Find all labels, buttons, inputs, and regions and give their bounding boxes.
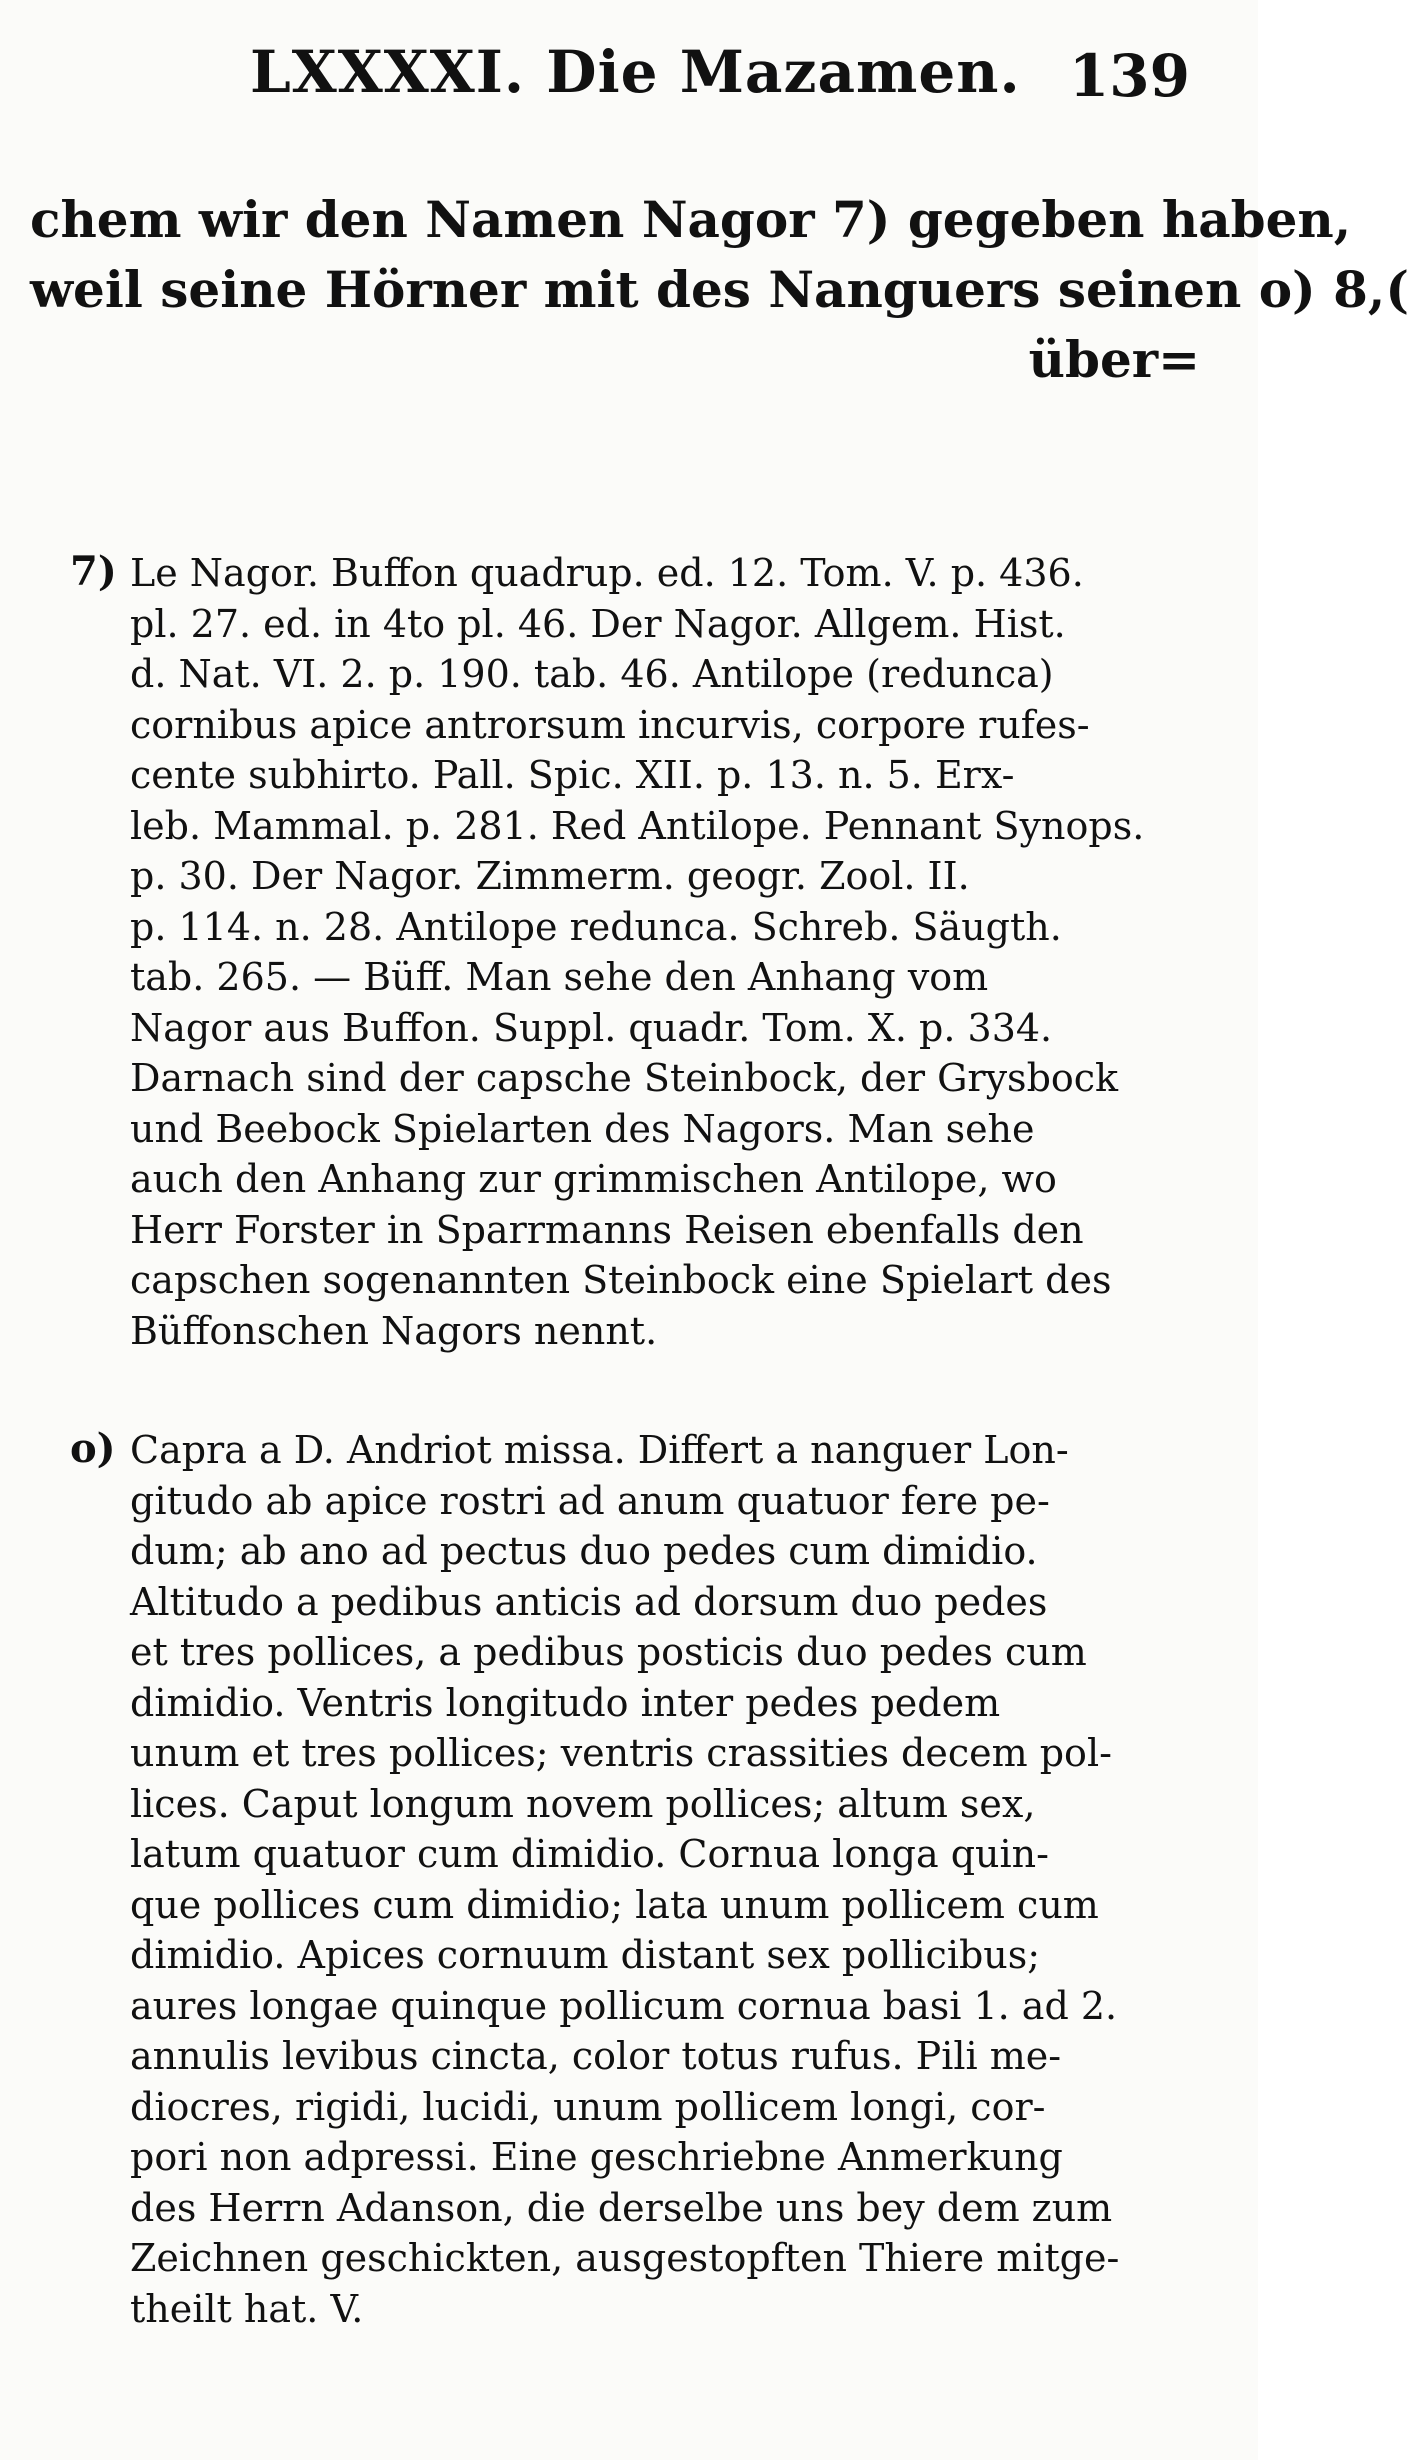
running-header [250, 38, 1210, 128]
main-text [30, 185, 1409, 395]
footnote-line: aures longae quinque pollicum cornua basi 1. ad 2. [130, 1983, 1118, 2028]
footnote-line: gitudo ab apice rostri ad anum quatuor fere pe- [130, 1478, 1050, 1523]
text-line: chem wir den Namen Nagor 7) gegeben haben, [30, 190, 1352, 249]
footnote-line: leb. Mammal. p. 281. Red Antilope. Pennant Synops. [130, 803, 1145, 848]
footnote-line: cente subhirto. Pall. Spic. XII. p. 13. n. 5. Erx- [130, 753, 1015, 797]
footnote-line: Capra a D. Andriot missa. Differt a nanguer Lon- [130, 1428, 1069, 1472]
running-title: LXXXXI. Die Mazamen. [250, 38, 1021, 106]
footnote-line: Altitudo a pedibus anticis ad dorsum duo pedes [130, 1579, 1048, 1624]
footnote-line: dimidio. Ventris longitudo inter pedes pedem [130, 1680, 1001, 1725]
footnote-line: Le Nagor. Buffon quadrup. ed. 12. Tom. V. p. 436. [130, 551, 1084, 595]
footnote-line: auch den Anhang zur grimmischen Antilope, wo [130, 1157, 1057, 1201]
page-number: 139 [1068, 42, 1190, 110]
footnote-line: p. 114. n. 28. Antilope redunca. Schreb. Säugth. [130, 904, 1062, 949]
footnote-line: lices. Caput longum novem pollices; altum sex, [130, 1781, 1036, 1826]
footnote-line: cornibus apice antrorsum incurvis, corpore rufes- [130, 702, 1090, 747]
catchword: über= [1028, 330, 1200, 389]
footnote-line: Nagor aus Buffon. Suppl. quadr. Tom. X. p. 334. [130, 1005, 1053, 1050]
footnote-line: Herr Forster in Sparrmanns Reisen ebenfalls den [130, 1207, 1084, 1252]
footnote-line: capschen sogenannten Steinbock eine Spielart des [130, 1258, 1112, 1302]
footnote-line: annulis levibus cincta, color totus rufus. Pili me- [130, 2034, 1062, 2078]
footnote-line: unum et tres pollices; ventris crassities decem pol- [130, 1731, 1112, 1775]
footnote-line: latum quatuor cum dimidio. Cornua longa quin- [130, 1832, 1049, 1876]
text-line: weil seine Hörner mit des Nanguers seinen o) 8,( [30, 260, 1409, 319]
footnote-line: dum; ab ano ad pectus duo pedes cum dimidio. [130, 1529, 1038, 1573]
footnote-marker: 7) [70, 548, 117, 595]
footnote-marker: o) [70, 1425, 116, 1472]
footnote-body [130, 1425, 1200, 2334]
footnote-line: pori non adpressi. Eine geschriebne Anmerkung [130, 2135, 1063, 2179]
footnote-line: Zeichnen geschickten, ausgestopften Thiere mitge- [130, 2236, 1120, 2280]
footnote-line: Darnach sind der capsche Steinbock, der Grysbock [130, 1056, 1119, 1100]
footnote-line: que pollices cum dimidio; lata unum pollicem cum [130, 1882, 1099, 1927]
footnote-line: et tres pollices, a pedibus posticis duo pedes cum [130, 1630, 1087, 1674]
footnote-line: theilt hat. V. [130, 2286, 364, 2331]
footnote-line: des Herrn Adanson, die derselbe uns bey dem zum [130, 2185, 1113, 2230]
footnote-line: d. Nat. VI. 2. p. 190. tab. 46. Antilope (redunca) [130, 652, 1054, 696]
footnote-line: dimidio. Apices cornuum distant sex pollicibus; [130, 1933, 1041, 1977]
footnote-body [130, 548, 1200, 1356]
footnote-line: diocres, rigidi, lucidi, unum pollicem longi, cor- [130, 2084, 1046, 2129]
footnote-line: tab. 265. — Büff. Man sehe den Anhang vom [130, 955, 989, 999]
footnote-line: Büffonschen Nagors nennt. [130, 1308, 658, 1353]
footnote-line: und Beebock Spielarten des Nagors. Man sehe [130, 1106, 1035, 1151]
footnote-line: pl. 27. ed. in 4to pl. 46. Der Nagor. Allgem. Hist. [130, 601, 1066, 646]
footnote-line: p. 30. Der Nagor. Zimmerm. geogr. Zool. II. [130, 854, 970, 898]
